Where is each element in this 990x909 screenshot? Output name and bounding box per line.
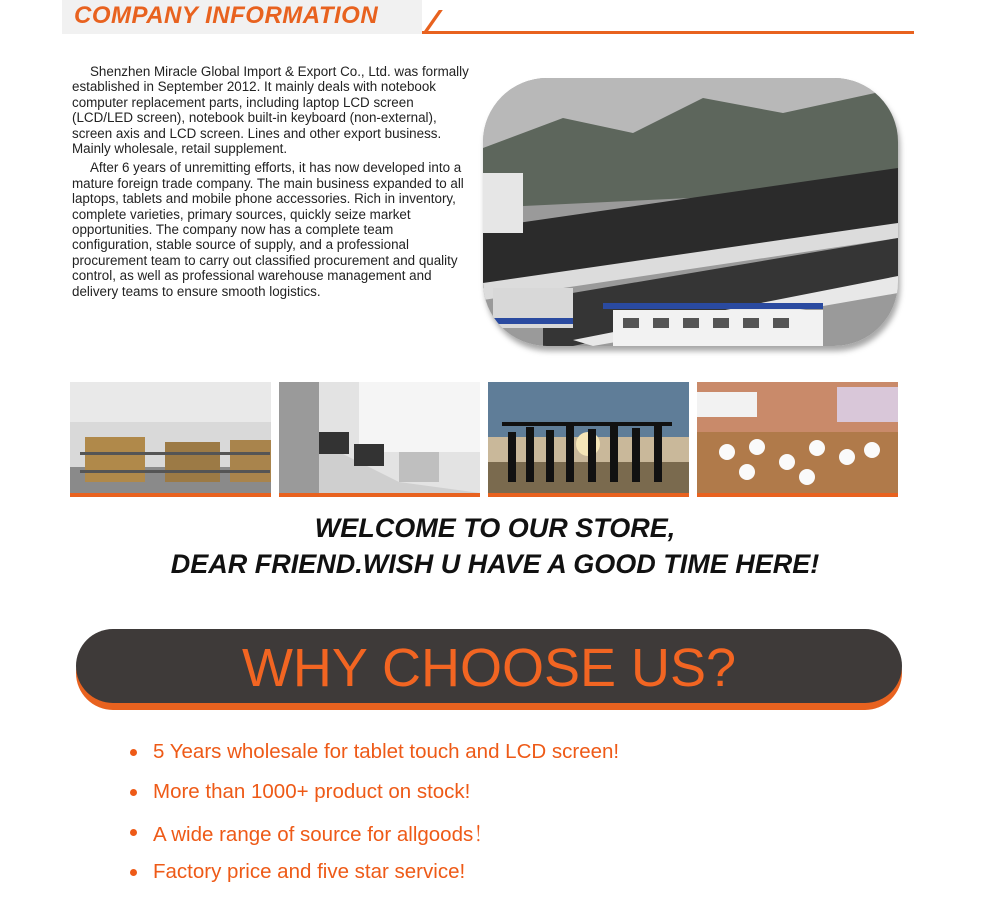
why-choose-us-title: WHY CHOOSE US? [241,638,737,698]
list-item-text: A wide range of source for allgoods！ [153,823,494,846]
list-item-text: More than 1000+ product on stock! [153,780,471,803]
list-item [130,772,619,812]
list-item [130,852,619,892]
welcome-line-2: DEAR FRIEND.WISH U HAVE A GOOD TIME HERE! [170,549,820,579]
bullet-icon [130,789,137,796]
why-choose-us-banner [76,629,902,703]
intro-paragraph-2: After 6 years of unremitting efforts, it has now developed into a mature foreign trade company. The main business expanded to all laptops, tablets and mobile phone accessories. Rich in inventory, complete varieties, primary sources, quickly seize market opportunities. The company now has a complete team configuration, stable source of supply, and a professional procurement team to carry out classified procurement and quality control, as well as professional warehouse management and delivery teams to ensure smooth logistics. [72,160,464,299]
reasons-list [130,732,619,892]
intro-paragraph-1: Shenzhen Miracle Global Import & Export Co., Ltd. was formally established in September 2012. It mainly deals with notebook computer replacement parts, including laptop LCD screen (LCD/LED screen), notebook built-in keyboard (non-external), screen axis and LCD screen. Lines and other export business. Mainly wholesale, retail supplement. [72,64,469,157]
list-item [130,812,619,852]
company-description [72,64,470,303]
team-sunset-photo [488,382,689,497]
bullet-icon [130,869,137,876]
section-title: COMPANY INFORMATION [74,2,379,29]
bullet-icon [130,749,137,756]
header-underline [422,31,914,34]
factory-photo [483,78,898,346]
bullet-icon [130,829,137,836]
warehouse-photo [70,382,271,497]
list-item-text: 5 Years wholesale for tablet touch and LCD screen! [153,740,620,763]
welcome-line-1: WELCOME TO OUR STORE, [314,513,676,543]
team-activity-photo [697,382,898,497]
list-item-text: Factory price and five star service! [153,860,466,883]
office-photo [279,382,480,497]
list-item [130,732,619,772]
